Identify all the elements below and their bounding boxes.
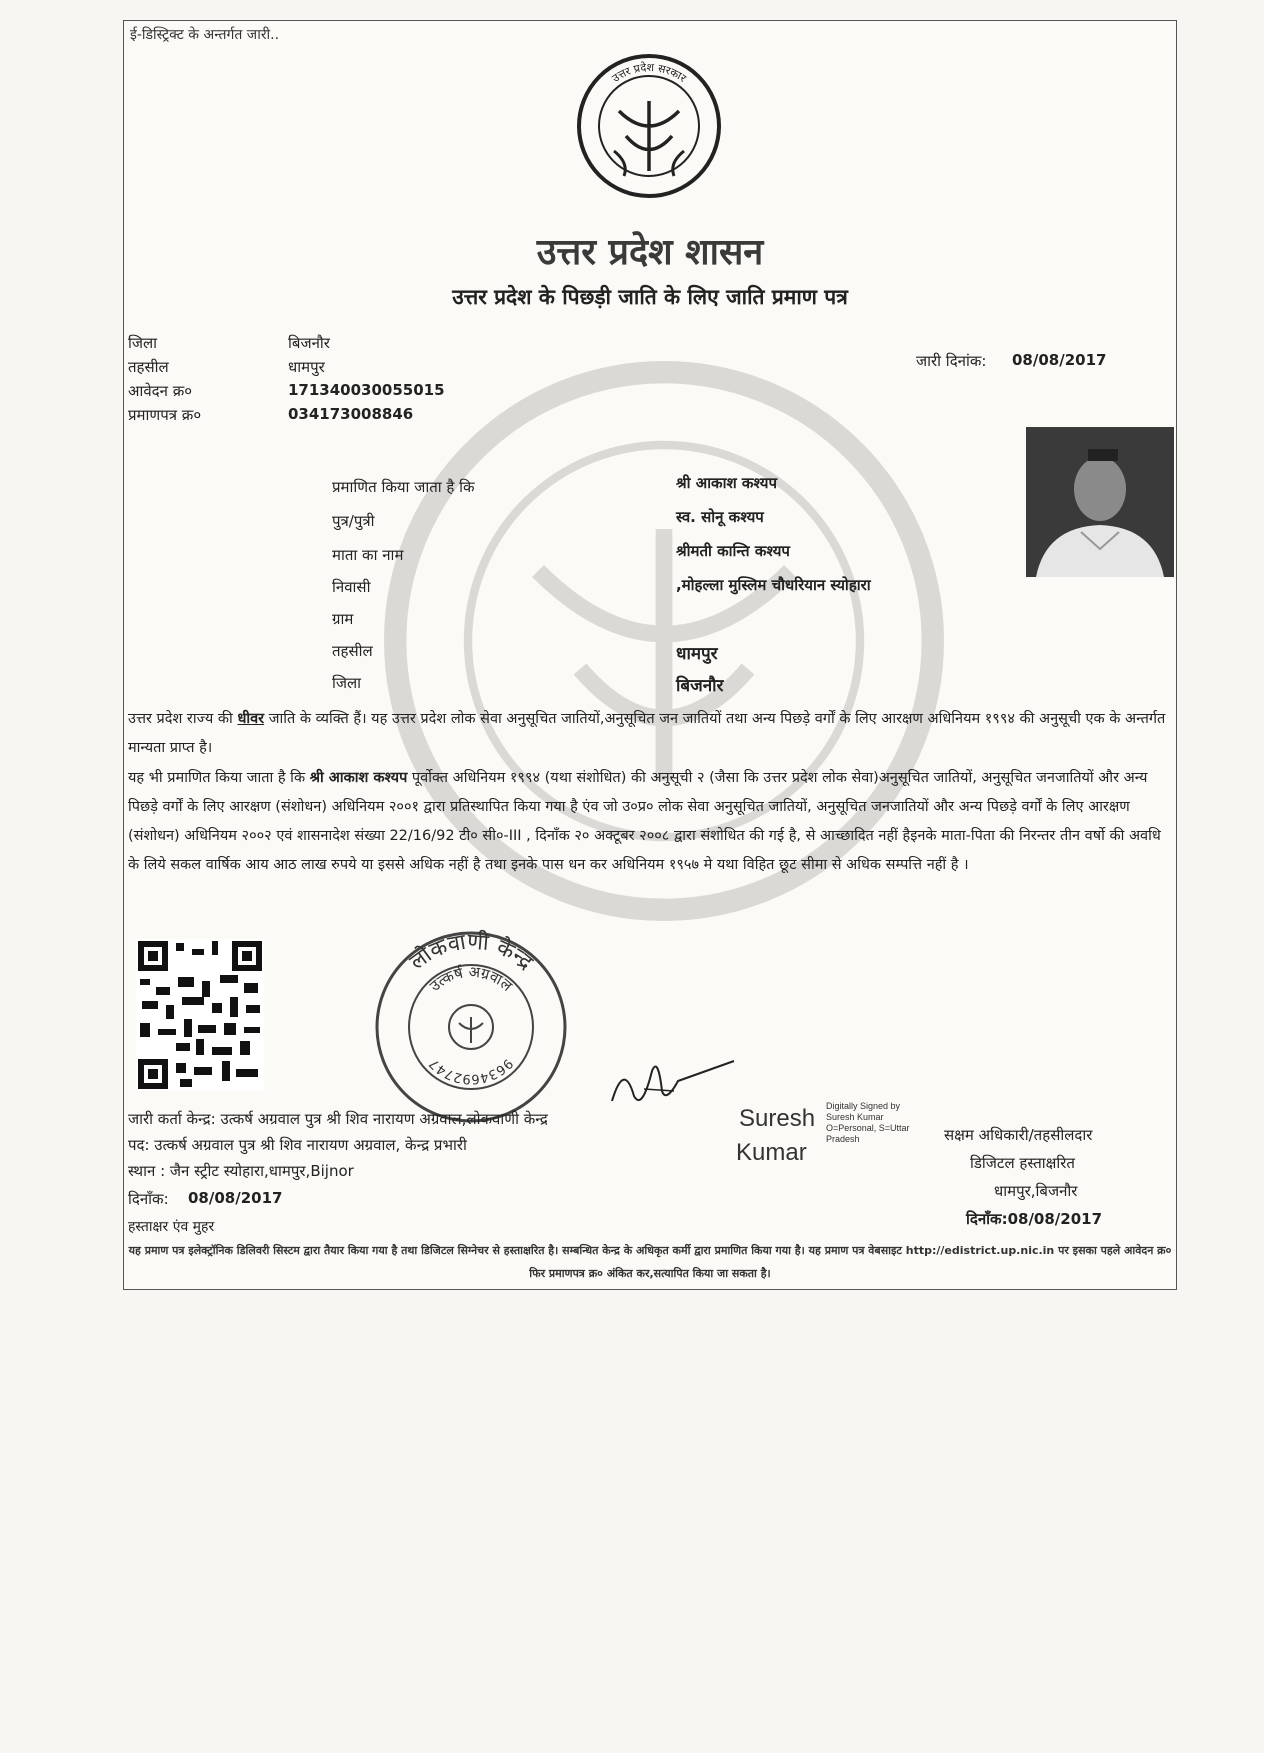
stamp-phone: 9634692747 [426,1055,516,1087]
residence-value: ,मोहल्ला मुस्लिम चौधरियान स्योहारा [676,576,871,594]
stamp-outer-text: लोकवाणी केन्द्र [405,929,538,976]
tehsil-value: धामपुर [288,358,325,376]
header-note: ई-डिस्ट्रिक्ट के अन्तर्गत जारी.. [130,27,280,43]
issue-date-value: 08/08/2017 [1012,351,1107,369]
applicant-photo [1026,427,1174,577]
para2-pre: यह भी प्रमाणित किया जाता है कि [128,770,310,786]
father-name: स्व. सोनू कश्यप [676,508,764,526]
authority-date: दिनाँक:08/08/2017 [966,1210,1103,1228]
authority-digital: डिजिटल हस्ताक्षरित [970,1154,1075,1172]
signature-seal-label: हस्ताक्षर एंव मुहर [128,1219,215,1235]
detail-label: निवासी [332,578,371,596]
svg-text:उत्तर प्रदेश सरकार [610,61,689,85]
digital-sign-detail: Digitally Signed by Suresh Kumar O=Personal, S=Uttar Pradesh [826,1101,910,1144]
certificate-frame [123,20,1177,1290]
doc-title: उत्तर प्रदेश शासन [536,231,764,273]
authority-designation: सक्षम अधिकारी/तहसीलदार [944,1126,1093,1144]
footer-note: यह प्रमाण पत्र इलेक्ट्रॉनिक डिलिवरी सिस्टम द्वारा तैयार किया गया है तथा डिजिटल सिग्नेचर से हस्ताक्षरित है। सम्बन्धित केन्द्र के अधिकृत कर्मी द्वारा प्रमाणित किया गया है। यह प्रमाण पत्र वेबसाइट http://edistrict.up.nic.in पर इसका पहले आवेदन क्र० फिर प्रमाणपत्र क्र० अंकित कर,सत्यापित किया जा सकता है। [128,1244,1172,1280]
issue-date-label: जारी दिनांक: [916,352,987,370]
district-label: जिला [128,334,158,352]
svg-text:उत्कर्ष अग्रवाल [426,963,517,996]
issuer-place: स्थान : जैन स्ट्रीट स्योहारा,धामपुर,Bijnor [128,1162,354,1180]
application-number: 171340030055015 [288,381,445,399]
issuer-center: जारी कर्ता केन्द्र: उत्कर्ष अग्रवाल पुत्र श्री शिव नारायण अग्रवाल,लोकवाणी केन्द्र [128,1110,548,1128]
applicant-name: श्री आकाश कश्यप [676,474,777,492]
para2-post: पूर्वोक्त अधिनियम १९९४ (यथा संशोधित) की अनुसूची २ (जैसा कि उत्तर प्रदेश लोक सेवा)अनुसूचित जातियों, अनुसूचित जनजातियों और अन्य पिछड़े वर्गों के लिए आरक्षण (संशोधन) अधिनियम २००१ द्वारा प्रतिस्थापित किया गया है एंव जो उ०प्र० लोक सेवा अनुसूचित जातियों, अनुसूचित जनजातियों और अन्य पिछड़े वर्गों के लिए आरक्षण (संशोधन) अधिनियम २००२ एवं शासनादेश संख्या 22/16/92 टी० सी०-III , दिनाँक २० अक्टूबर २००८ द्वारा संशोधित की गई है, से आच्छादित नहीं हैइनके माता-पिता की निरन्तर तीन वर्षो की अवधि के लिये सकल वार्षिक आय आठ लाख रुपये या इससे अधिक नहीं है तथा इनके पास धन कर अधिनियम १९५७ मे यथा विहित छूट सीमा से अधिक सम्पत्ति नहीं है । [128,770,1161,873]
para1-pre: उत्तर प्रदेश राज्य की [128,711,238,727]
caste-name: धीवर [237,711,265,727]
digital-sign-name-2: Kumar [736,1139,807,1166]
doc-subtitle: उत्तर प्रदेश के पिछड़ी जाति के लिए जाति प्रमाण पत्र [452,285,848,309]
district-detail-value: बिजनौर [676,676,724,696]
issuer-date-value: 08/08/2017 [188,1189,283,1207]
detail-label: पुत्र/पुत्री [332,512,375,530]
certificate-label: प्रमाणपत्र क्र० [128,406,202,424]
issuer-post: पद: उत्कर्ष अग्रवाल पुत्र श्री शिव नारायण अग्रवाल, केन्द्र प्रभारी [128,1136,467,1154]
tehsil-label: तहसील [128,358,169,376]
tehsil-detail-value: धामपुर [676,644,718,664]
authority-place: धामपुर,बिजनौर [994,1182,1078,1200]
paragraph-certification [128,764,1172,880]
detail-label: जिला [332,674,362,692]
detail-label: प्रमाणित किया जाता है कि [332,478,475,496]
detail-label: माता का नाम [332,546,404,564]
lokvani-stamp [371,927,571,1127]
para1-post: जाति के व्यक्ति हैं। यह उत्तर प्रदेश लोक सेवा अनुसूचित जातियों,अनुसूचित जन जातियों तथा अन्य पिछड़े वर्गों के लिए आरक्षण अधिनियम १९९४ की अनुसूची एक के अन्तर्गत मान्यता प्राप्त है। [128,711,1166,756]
detail-label: ग्राम [332,610,354,628]
emblem-text: उत्तर प्रदेश सरकार [609,60,689,85]
detail-label: तहसील [332,642,373,660]
mother-name: श्रीमती कान्ति कश्यप [676,542,790,560]
application-label: आवेदन क्र० [128,382,193,400]
paragraph-caste [128,705,1172,763]
para2-name: श्री आकाश कश्यप [309,770,408,786]
up-govt-emblem [574,51,724,201]
handwritten-signature [604,1041,744,1116]
issuer-date-label: दिनाँक: [128,1190,169,1208]
qr-code [136,939,264,1091]
digital-sign-name-1: Suresh [739,1105,816,1132]
district-value: बिजनौर [288,334,330,352]
certificate-number: 034173008846 [288,405,414,423]
stamp-inner-text: उत्कर्ष अग्रवाल [425,962,516,995]
